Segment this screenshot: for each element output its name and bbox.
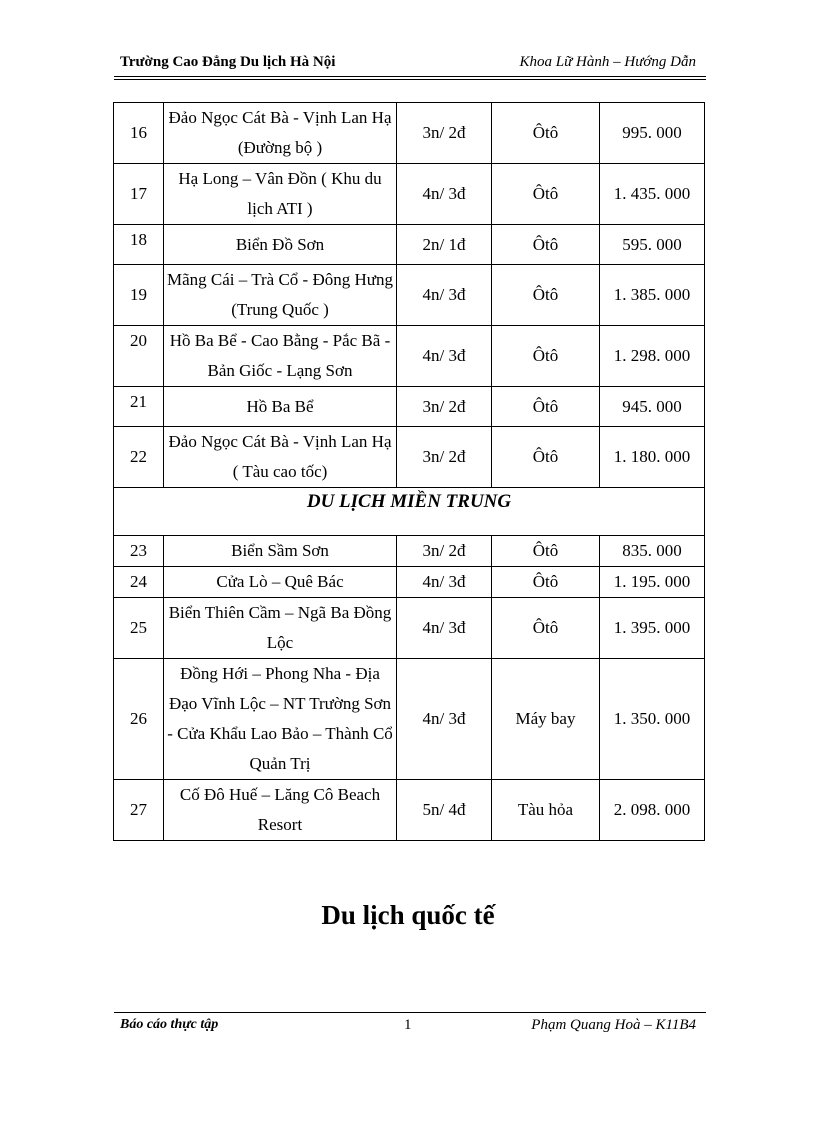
page-header [114,52,706,76]
tour-name: Cửa Lò – Quê Bác [164,567,397,598]
tour-number: 21 [114,387,164,427]
tour-name: Biển Thiên Cầm – Ngã Ba Đồng Lộc [164,598,397,659]
tour-number: 23 [114,536,164,567]
tour-price: 995. 000 [600,103,705,164]
tour-name: Biển Sầm Sơn [164,536,397,567]
tour-price: 1. 385. 000 [600,265,705,326]
table-row [114,225,705,265]
tour-price: 945. 000 [600,387,705,427]
table-row [114,536,705,567]
tour-name: Cố Đô Huế – Lăng Cô Beach Resort [164,780,397,841]
section-heading-central: DU LỊCH MIỀN TRUNG [114,488,705,536]
tour-name: Đồng Hới – Phong Nha - Địa Đạo Vĩnh Lộc – NT Trường Sơn - Cửa Khẩu Lao Bảo – Thành Cổ Quản Trị [164,659,397,780]
tour-transport: Ôtô [492,427,600,488]
tour-price: 1. 180. 000 [600,427,705,488]
tour-transport: Máy bay [492,659,600,780]
header-department: Khoa Lữ Hành – Hướng Dẫn [519,54,696,70]
tour-name: Biển Đồ Sơn [164,225,397,265]
table-row [114,598,705,659]
tour-number: 19 [114,265,164,326]
tour-duration: 3n/ 2đ [397,536,492,567]
tour-transport: Tàu hỏa [492,780,600,841]
tour-number: 27 [114,780,164,841]
table-row [114,387,705,427]
tour-number: 16 [114,103,164,164]
tour-name: Hồ Ba Bể [164,387,397,427]
tour-duration: 4n/ 3đ [397,265,492,326]
section-row [114,488,705,536]
tour-number: 26 [114,659,164,780]
table-row [114,780,705,841]
tour-duration: 4n/ 3đ [397,326,492,387]
page-footer [114,1012,706,1038]
header-rule [114,76,706,77]
tour-price: 835. 000 [600,536,705,567]
tour-transport: Ôtô [492,387,600,427]
tour-name: Đảo Ngọc Cát Bà - Vịnh Lan Hạ ( Tàu cao tốc) [164,427,397,488]
tour-duration: 3n/ 2đ [397,387,492,427]
tour-price: 1. 350. 000 [600,659,705,780]
footer-report-label: Báo cáo thực tập [120,1017,219,1032]
table-row [114,427,705,488]
tour-transport: Ôtô [492,598,600,659]
section-title-international: Du lịch quốc tế [321,900,495,930]
footer-author: Phạm Quang Hoà – K11B4 [531,1017,696,1033]
footer-rule [114,1012,706,1013]
table-row [114,659,705,780]
tour-transport: Ôtô [492,326,600,387]
table-row [114,567,705,598]
table-row [114,326,705,387]
table-row [114,103,705,164]
tour-name: Hạ Long – Vân Đồn ( Khu du lịch ATI ) [164,164,397,225]
header-rule-double [114,79,706,80]
tour-duration: 4n/ 3đ [397,567,492,598]
tour-transport: Ôtô [492,265,600,326]
tour-duration: 5n/ 4đ [397,780,492,841]
tour-transport: Ôtô [492,536,600,567]
tour-duration: 2n/ 1đ [397,225,492,265]
tour-name: Đảo Ngọc Cát Bà - Vịnh Lan Hạ (Đường bộ ) [164,103,397,164]
tour-duration: 4n/ 3đ [397,659,492,780]
tour-number: 24 [114,567,164,598]
tour-price: 1. 298. 000 [600,326,705,387]
table-row [114,164,705,225]
tour-duration: 3n/ 2đ [397,427,492,488]
tour-duration: 4n/ 3đ [397,164,492,225]
footer-page-number: 1 [404,1017,412,1033]
tour-price-table [113,102,705,841]
tour-price: 595. 000 [600,225,705,265]
tour-name: Hồ Ba Bể - Cao Bằng - Pắc Bã - Bản Giốc - Lạng Sơn [164,326,397,387]
table-row [114,265,705,326]
tour-name: Mãng Cái – Trà Cổ - Đông Hưng (Trung Quốc ) [164,265,397,326]
tour-transport: Ôtô [492,225,600,265]
tour-transport: Ôtô [492,567,600,598]
tour-number: 18 [114,225,164,265]
tour-number: 17 [114,164,164,225]
tour-price: 2. 098. 000 [600,780,705,841]
header-school-name: Trường Cao Đẳng Du lịch Hà Nội [120,54,336,70]
tour-number: 22 [114,427,164,488]
tour-price: 1. 435. 000 [600,164,705,225]
tour-price: 1. 395. 000 [600,598,705,659]
tour-number: 25 [114,598,164,659]
tour-transport: Ôtô [492,164,600,225]
tour-duration: 4n/ 3đ [397,598,492,659]
tour-number: 20 [114,326,164,387]
tour-duration: 3n/ 2đ [397,103,492,164]
tour-transport: Ôtô [492,103,600,164]
tour-price: 1. 195. 000 [600,567,705,598]
